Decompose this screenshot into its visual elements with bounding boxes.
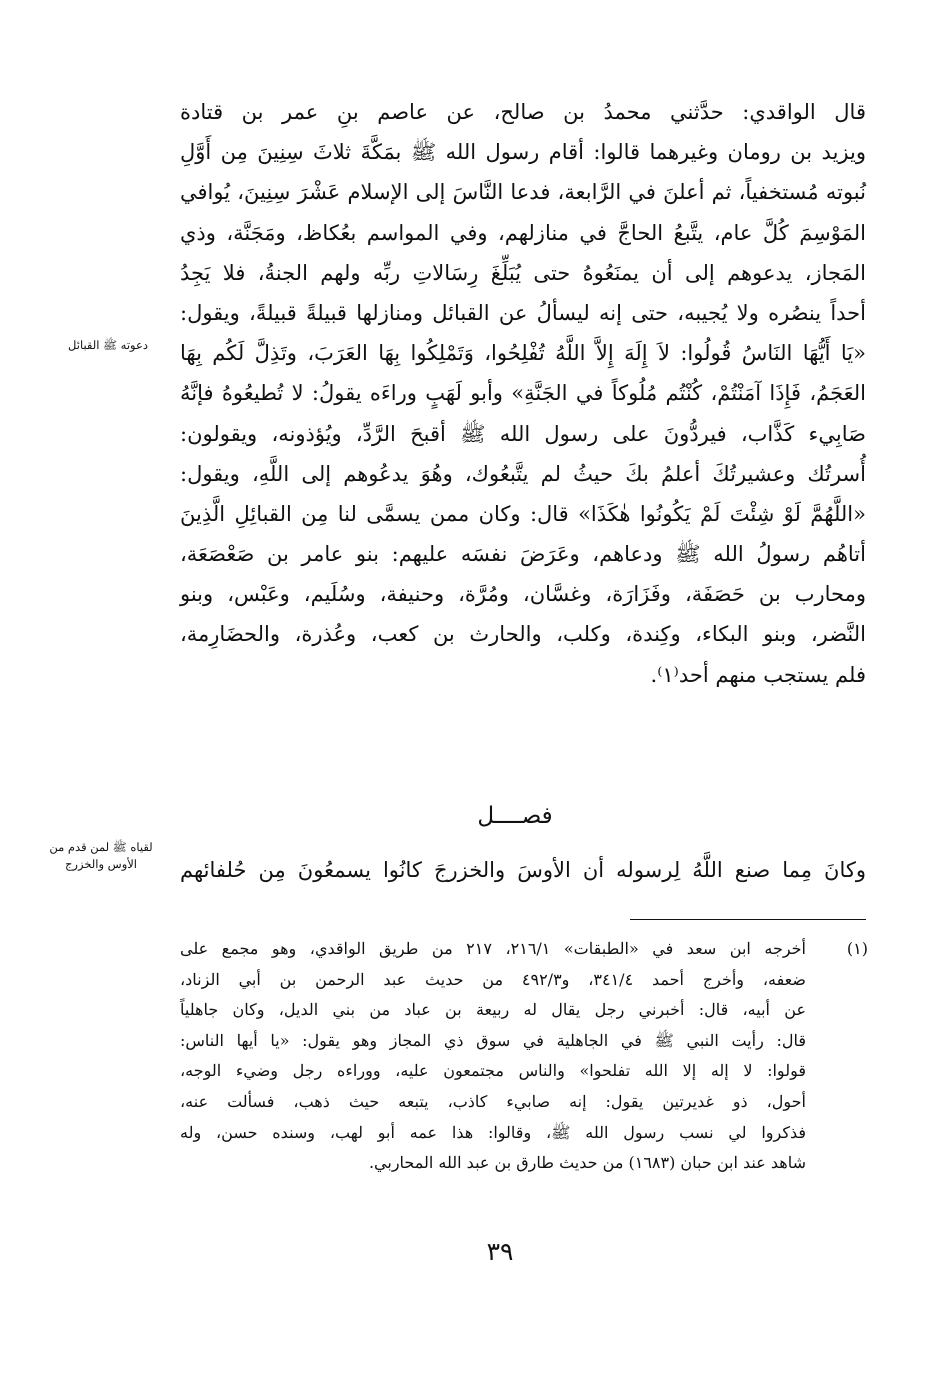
footnote-line: فذكروا لي نسب رسول الله ﷺ، وقالوا: هذا عمه أبو لهب، وسنده حسن، وله [180,1122,806,1142]
text-line: أتاهُم رسولُ الله ﷺ ودعاهم، وعَرَضَ نفسَه عليهم: بنو عامر بن صَعْصَعَة، [180,542,866,567]
footnote-line: قال: رأيت النبي ﷺ في الجاهلية في سوق ذي المجاز وهو يقول: «يا أيها الناس: [180,1030,806,1050]
text-line: قال الواقدي: حدَّثني محمدُ بن صالح، عن عاصم بنِ عمر بن قتادة [180,100,866,124]
section-heading: فصــــل [477,803,553,829]
text-line: «اللَّهُمَّ لَوْ شِئْتَ لَمْ يَكُونُوا هٰكَذَا» قال: وكان ممن يسمَّى لنا مِن القبائِلِ الَّذِينَ [180,501,866,526]
text-line: أحداً ينصُره ولا يُجيبه، حتى إنه ليسألُ عن القبائل ومنازلها قبيلةً قبيلةً، ويقول: [180,300,866,325]
footnote-line: قولوا: لا إله إلا الله تفلحوا» والناس مجتمعون عليه، ووراءه رجل وضيء الوجه، [180,1061,806,1081]
margin-note-tribes: دعوته ﷺ القبائل [68,338,148,352]
page-number: ٣٩ [486,1237,514,1266]
footnote-line: ضعفه، وأخرج أحمد ٣٤١/٤، و٤٩٢/٣ من حديث عبد الرحمن بن أبي الزناد، [180,969,806,989]
footnote-line: أحول، ذو غديرتين يقول: إنه صابيء كاذب، يتبعه حيث ذهب، فسألت عنه، [180,1091,806,1111]
footnote-block [180,934,806,1179]
main-text-block [180,92,866,695]
footnote-line: أخرجه ابن سعد في «الطبقات» ٢١٦/١، ٢١٧ من طريق الواقدي، وهو مجمع على [180,939,807,958]
text-line: «يَا أَيُّهَا النَاسُ قُولُوا: لاَ إِلَهَ إِلاَّ اللَّهُ تُفْلِحُوا، وَتَمْلِكُوا بِهَا العَرَبَ، وتَذِلَّ لَكُم بِهَا [180,341,866,366]
text-line: ومحارب بن حَصَفَة، وفَزَارَة، وغسَّان، ومُرَّة، وحنيفة، وسُلَيم، وعَبْس، وبنو [180,582,866,607]
text-line: المَوْسِمَ كُلَّ عام، يتَّبعُ الحاجَّ في منازلهم، وفي المواسم بعُكاظ، ومَجَنَّة، وذي [180,220,866,245]
footnote-line-last: شاهد عند ابن حبان (١٦٨٣) من حديث طارق بن عبد الله المحاربي. [368,1153,806,1173]
text-line: نُبوته مُستخفياً، ثم أعلنَ في الرَّابعة، فدعا النَّاسَ إلى الإسلام عَشْرَ سِنِينَ، يُوافي [180,180,866,205]
text-line: ويزيد بن رومان وغيرهما قالوا: أقام رسول الله ﷺ بمَكَّةَ ثلاثَ سِنِينَ مِن أَوَّلِ [180,140,866,165]
text-line: المَجاز، يدعوهم إلى أن يمنَعُوهُ حتى يُبَلِّغَ رِسَالاتِ ربِّه ولهم الجنةُ، فلا يَجِدُ [180,260,866,285]
section-text-line: وكانَ مِما صنع اللَّهُ لِرسوله أن الأوسَ والخزرجَ كانُوا يسمعُونَ مِن حُلفائهم [180,858,866,882]
margin-note-line: الأوس والخزرج [65,857,137,871]
text-line: أُسرتُك وعشيرتُكَ أعلمُ بكَ حيثُ لم يتَّبعُوك، وهُوَ يدعُوهم إلى اللَّهِ، ويقول: [180,461,866,486]
text-line-last: فلم يستجب منهم أحد⁽١⁾. [650,662,866,687]
text-line: العَجَمُ، فَإِذَا آمَنْتُمْ، كُنْتُم مُلُوكاً في الجَنَّةِ» وأبو لَهَبٍ وراءَه يقولُ: لا تُطيعُوهُ فإنَّهُ [180,381,866,406]
margin-note-line: لقياه ﷺ لمن قدم من [49,840,153,854]
text-line: صَابِيء كَذَّاب، فيردُّونَ على رسول الله ﷺ أقبحَ الرَّدِّ، ويُؤذونه، ويقولون: [180,421,866,446]
footnote-line: عن أبيه، قال: أخبرني رجل يقال له ربيعة بن عباد من بني الديل، وكان جاهلياً [180,1000,806,1020]
footnote-divider [630,919,866,920]
footnote-number: (١) [846,939,868,958]
margin-note-aws-khazraj [40,839,162,873]
text-line: النَّضر، وبنو البكاء، وكِندة، وكلب، والحارث بن كعب، وعُذرة، والحضَارِمة، [180,622,866,647]
